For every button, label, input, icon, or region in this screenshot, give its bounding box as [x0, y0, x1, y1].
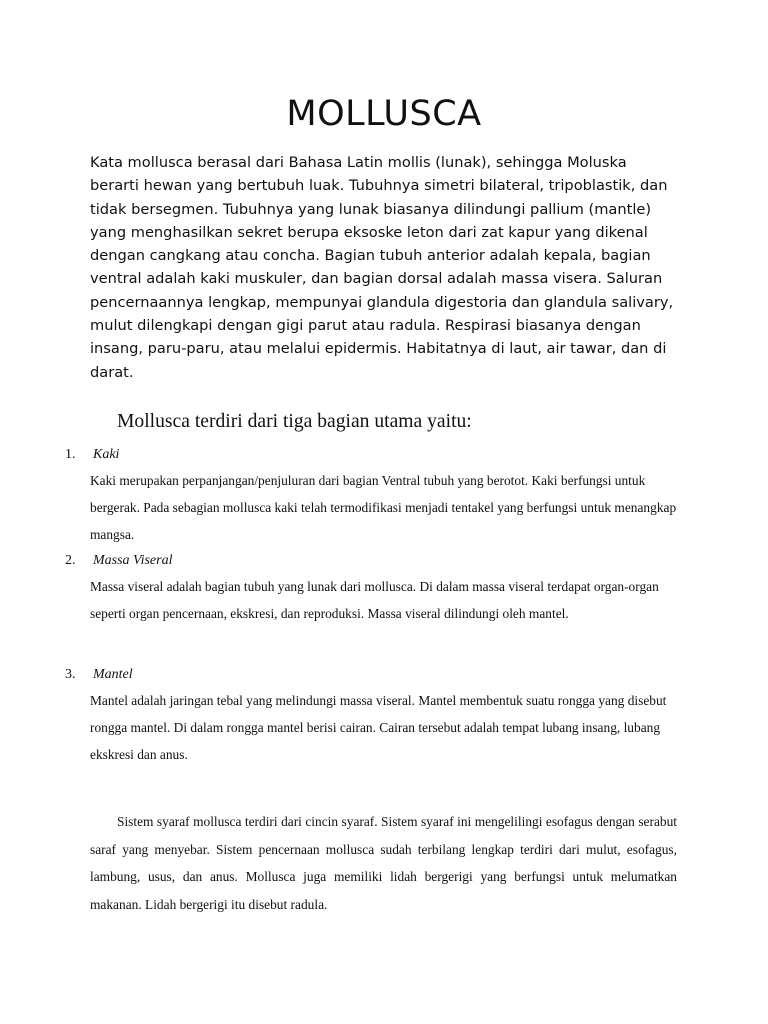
- list-item-title: Mantel: [93, 667, 133, 682]
- section-heading: Mollusca terdiri dari tiga bagian utama yaitu:: [117, 411, 472, 432]
- intro-paragraph: Kata mollusca berasal dari Bahasa Latin mollis (lunak), sehingga Moluska berarti hewan yang bertubuh luak. Tubuhnya simetri bilateral, tripoblastik, dan tidak bersegmen. Tubuhnya yang lunak biasanya dilindungi pallium (mantle) yang menghasilkan sekret berupa eksoske leton dari zat kapur yang dikenal dengan cangkang atau concha. Bagian tubuh anterior adalah kepala, bagian ventral adalah kaki muskuler, dan bagian dorsal adalah massa visera. Saluran pencernaannya lengkap, mempunyai glandula digestoria dan glandula salivary, mulut dilengkapi dengan gigi parut atau radula. Respirasi biasanya dengan insang, paru-paru, atau melalui epidermis. Habitatnya di laut, air tawar, dan di darat.: [90, 154, 674, 381]
- list-item-description: Mantel adalah jaringan tebal yang melindungi massa viseral. Mantel membentuk suatu rongga yang disebut rongga mantel. Di dalam rongga mantel berisi cairan. Cairan tersebut adalah tempat lubang insang, lubang ekskresi dan anus.: [90, 693, 667, 762]
- list-item-number: 2.: [65, 553, 76, 568]
- page-title: MOLLUSCA: [286, 94, 482, 134]
- list-item-number: 3.: [65, 667, 76, 682]
- list-item-title: Massa Viseral: [93, 553, 173, 568]
- list-item-title: Kaki: [93, 447, 120, 462]
- list-item-description: Massa viseral adalah bagian tubuh yang lunak dari mollusca. Di dalam massa viseral terdapat organ-organ seperti organ pencernaan, ekskresi, dan reproduksi. Massa viseral dilindungi oleh mantel.: [90, 579, 659, 621]
- list-item-description: Kaki merupakan perpanjangan/penjuluran dari bagian Ventral tubuh yang berotot. Kaki berfungsi untuk bergerak. Pada sebagian mollusca kaki telah termodifikasi menjadi tentakel yang berfungsi untuk menangkap mangsa.: [90, 473, 677, 542]
- closing-paragraph: Sistem syaraf mollusca terdiri dari cincin syaraf. Sistem syaraf ini mengelilingi esofagus dengan serabut saraf yang menyebar. Sistem pencernaan mollusca sudah terbilang lengkap terdiri dari mulut, esofagus, lambung, usus, dan anus. Mollusca juga memiliki lidah bergerigi yang berfungsi untuk melumatkan makanan. Lidah bergerigi itu disebut radula.: [90, 814, 677, 912]
- list-item-number: 1.: [65, 447, 76, 462]
